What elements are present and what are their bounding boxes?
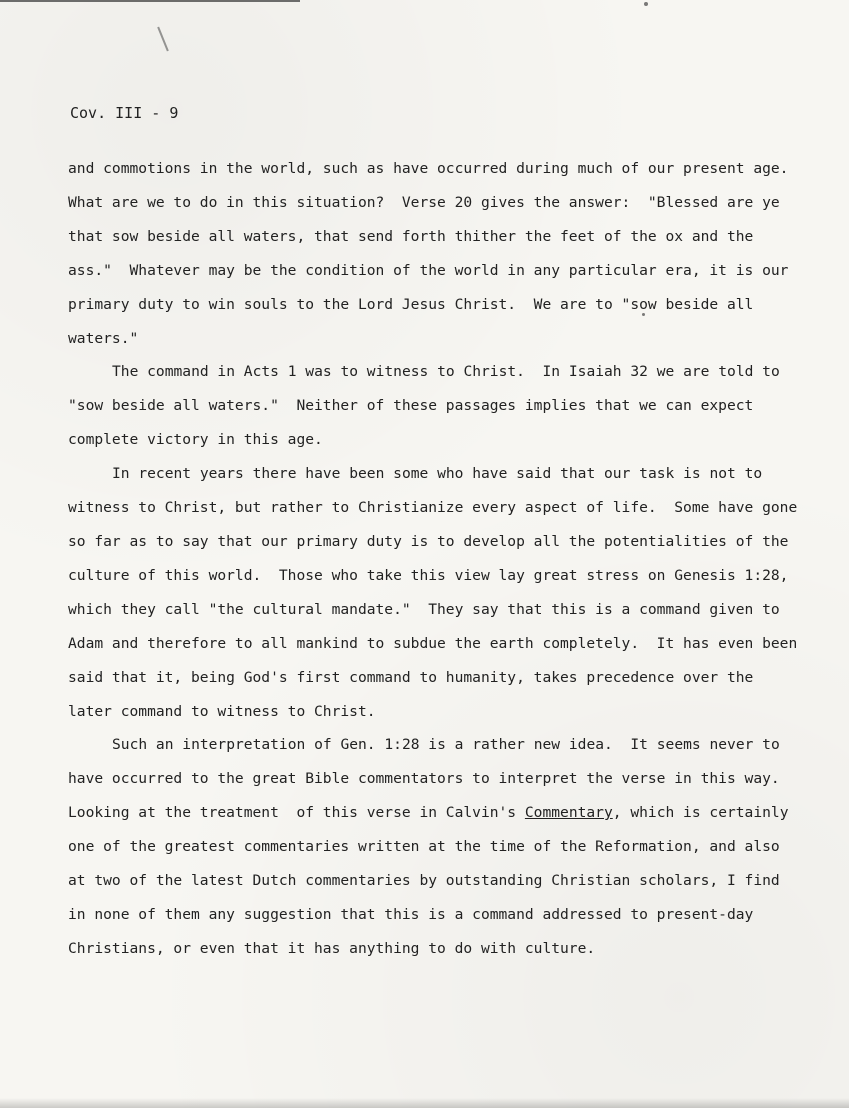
text-line: and commotions in the world, such as have occurred during much of our present age. — [68, 160, 789, 177]
text-line: which they call "the cultural mandate." They say that this is a command given to — [68, 600, 780, 618]
text-line: witness to Christ, but rather to Christianize every aspect of life. Some have gone — [68, 499, 798, 517]
text-line: so far as to say that our primary duty is to develop all the potentialities of the — [68, 532, 789, 550]
text-segment: , which is certainly — [612, 804, 789, 822]
text-line: "sow beside all waters." Neither of these passages implies that we can expect — [68, 397, 754, 415]
text-line: one of the greatest commentaries written at the time of the Reformation, and also — [68, 838, 780, 856]
text-line: primary duty to win souls to the Lord Jesus Christ. We are to "sow beside all — [68, 295, 754, 313]
text-line: complete victory in this age. — [68, 431, 323, 449]
text-line: What are we to do in this situation? Verse 20 gives the answer: "Blessed are ye — [68, 193, 780, 211]
text-line: said that it, being God's first command to humanity, takes precedence over the — [68, 668, 754, 686]
paragraph-start-line: In recent years there have been some who have said that our task is not to — [112, 465, 763, 483]
top-scan-rule — [0, 0, 300, 2]
text-line: that sow beside all waters, that send forth thither the feet of the ox and the — [68, 227, 754, 245]
text-line: Adam and therefore to all mankind to subdue the earth completely. It has even been — [68, 634, 798, 652]
page-header: Cov. III - 9 — [70, 104, 179, 122]
scan-dot-top — [644, 2, 648, 6]
body-text — [68, 152, 798, 966]
text-line: waters." — [68, 329, 139, 347]
paragraph-start-line: Such an interpretation of Gen. 1:28 is a rather new idea. It seems never to — [112, 736, 780, 754]
text-line: at two of the latest Dutch commentaries by outstanding Christian scholars, I find — [68, 872, 780, 890]
scan-mark — [157, 27, 169, 52]
bottom-scan-edge — [0, 1098, 849, 1108]
text-line: later command to witness to Christ. — [68, 702, 376, 720]
text-line: in none of them any suggestion that this is a command addressed to present-day — [68, 905, 754, 923]
text-line: Christians, or even that it has anything to do with culture. — [68, 939, 596, 957]
text-line: have occurred to the great Bible commentators to interpret the verse in this way. — [68, 770, 780, 788]
underlined-title: Commentary — [524, 804, 613, 822]
text-line-with-title — [68, 796, 793, 830]
text-line: culture of this world. Those who take this view lay great stress on Genesis 1:28, — [68, 566, 789, 584]
paragraph-start-line: The command in Acts 1 was to witness to Christ. In Isaiah 32 we are told to — [112, 363, 780, 381]
text-segment: Looking at the treatment of this verse in Calvin's — [68, 804, 525, 822]
text-line: ass." Whatever may be the condition of the world in any particular era, it is our — [68, 261, 789, 279]
